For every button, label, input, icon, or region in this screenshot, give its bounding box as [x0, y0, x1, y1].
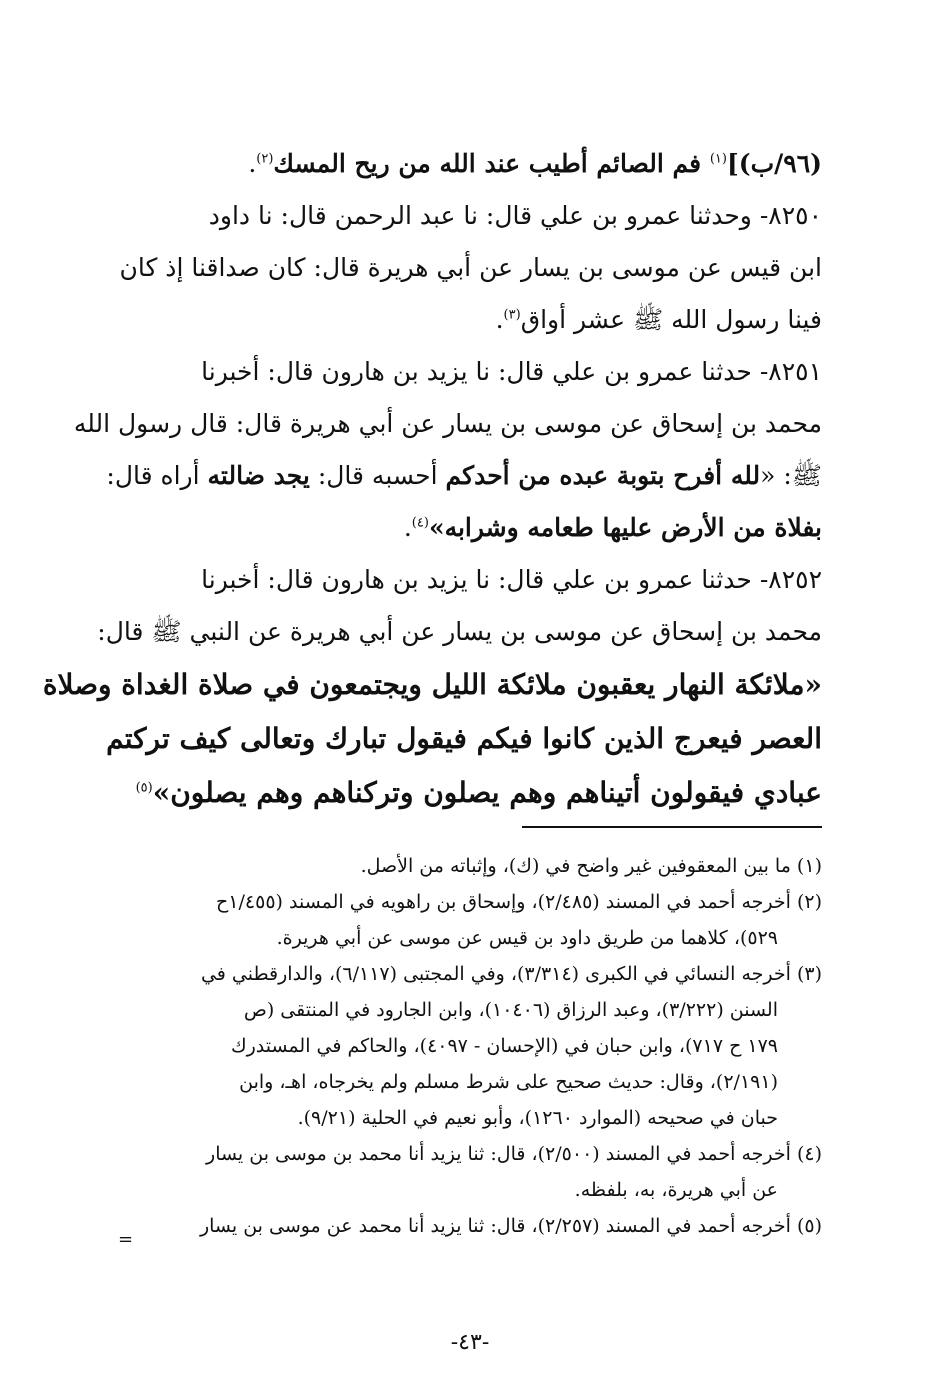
text-line — [73, 398, 822, 450]
footnote — [118, 848, 822, 884]
text-segment: . — [403, 513, 412, 542]
text-line — [97, 606, 822, 658]
text-line — [118, 190, 822, 242]
main-text — [42, 138, 822, 820]
text-segment: أحسبه قال: — [309, 461, 446, 490]
footnote-line: عن أبي هريرة، به، بلفظه. — [574, 1179, 778, 1201]
footnote-line: (٥) أخرجه أحمد في المسند (٢/٢٥٧)، قال: ثنا يزيد أنا محمد عن موسى بن يسار — [199, 1215, 822, 1237]
text-segment: فينا رسول الله ﷺ عشر أواق — [520, 305, 822, 334]
footnote-ref: (١) — [709, 151, 727, 167]
footnotes — [118, 848, 822, 1250]
text-segment: . — [248, 149, 257, 178]
text-line — [118, 346, 822, 398]
text-line — [106, 712, 822, 766]
text-segment: ٨٢٥٢- حدثنا عمرو بن علي قال: نا يزيد بن هارون قال: أخبرنا — [201, 565, 822, 594]
footnote-ref: (٣) — [503, 307, 521, 323]
footnote-line: (١) ما بين المعقوفين غير واضح في (ك)، وإثباته من الأصل. — [360, 855, 822, 877]
text-line — [106, 450, 822, 502]
footnote-ref: (٤) — [411, 515, 429, 531]
text-segment: العصر فيعرج الذين كانوا فيكم فيقول تبارك وتعالى كيف تركتم — [106, 722, 822, 755]
continuation-mark: = — [118, 1229, 134, 1250]
footnote-separator — [522, 826, 822, 828]
footnote-line: (٤) أخرجه أحمد في المسند (٢/٥٠٠)، قال: ثنا يزيد أنا محمد بن موسى بن يسار — [206, 1143, 822, 1165]
text-line — [118, 554, 822, 606]
text-line — [118, 502, 822, 554]
text-segment: بفلاة من الأرض عليها طعامه وشرابه» — [428, 513, 822, 542]
footnote-line: (٣) أخرجه النسائي في الكبرى (٣/٣١٤)، وفي المجتبى (٦/١١٧)، والدارقطني في — [200, 963, 822, 985]
text-segment: أراه قال: — [106, 461, 208, 490]
footnote — [118, 1208, 822, 1250]
text-segment: ﷺ: « — [760, 461, 822, 490]
footnote — [118, 956, 822, 1136]
footnote-line: (٢/١٩١)، وقال: حديث صحيح على شرط مسلم ولم يخرجاه، اهـ، وابن — [239, 1071, 778, 1093]
footnote — [118, 1136, 822, 1208]
footnote-line: حبان في صحيحه (الموارد ١٢٦٠)، وأبو نعيم في الحلية (٩/٢١). — [297, 1107, 778, 1129]
text-line — [118, 294, 822, 346]
text-segment: ٨٢٥٠- وحدثنا عمرو بن علي قال: نا عبد الرحمن قال: نا داود — [208, 201, 822, 230]
page-number: -٤٣- — [450, 1330, 490, 1355]
text-segment: محمد بن إسحاق عن موسى بن يسار عن أبي هريرة عن النبي ﷺ قال: — [97, 617, 822, 646]
text-line — [42, 658, 822, 712]
footnote-line: السنن (٣/٢٢٢)، وعبد الرزاق (١٠٤٠٦)، وابن الجارود في المنتقى (ص — [243, 999, 778, 1021]
text-segment: لله أفرح بتوبة عبده من أحدكم — [445, 461, 761, 490]
footnote-line: ١٧٩ ح ٧١٧)، وابن حبان في (الإحسان - ٤٠٩٧)، والحاكم في المستدرك — [230, 1035, 778, 1057]
text-line — [118, 138, 822, 190]
text-segment: ٨٢٥١- حدثنا عمرو بن علي قال: نا يزيد بن هارون قال: أخبرنا — [201, 357, 822, 386]
footnote-ref: (٢) — [256, 151, 274, 167]
footnote-line: (٢) أخرجه أحمد في المسند (٢/٤٨٥)، وإسحاق بن راهويه في المسند (١/٤٥٥ح — [216, 891, 822, 913]
text-segment: عبادي فيقولون أتيناهم وهم يصلون وتركناهم وهم يصلون» — [152, 776, 822, 809]
text-segment: ابن قيس عن موسى بن يسار عن أبي هريرة قال: كان صداقنا إذ كان — [119, 253, 822, 282]
text-line — [118, 766, 822, 820]
text-segment: (٩٦/ب)] — [726, 149, 822, 178]
text-segment: فم الصائم أطيب عند الله من ريح المسك — [273, 149, 710, 178]
text-line — [118, 242, 822, 294]
footnote — [118, 884, 822, 956]
text-segment: . — [495, 305, 504, 334]
footnote-ref: (٥) — [135, 780, 153, 796]
footnote-line: ٥٢٩)، كلاهما من طريق داود بن قيس عن موسى عن أبي هريرة. — [276, 927, 778, 949]
text-segment: يجد ضالته — [207, 461, 310, 490]
text-segment: محمد بن إسحاق عن موسى بن يسار عن أبي هريرة قال: قال رسول الله — [73, 409, 822, 438]
text-segment: «ملائكة النهار يعقبون ملائكة الليل ويجتمعون في صلاة الغداة وصلاة — [42, 668, 822, 701]
